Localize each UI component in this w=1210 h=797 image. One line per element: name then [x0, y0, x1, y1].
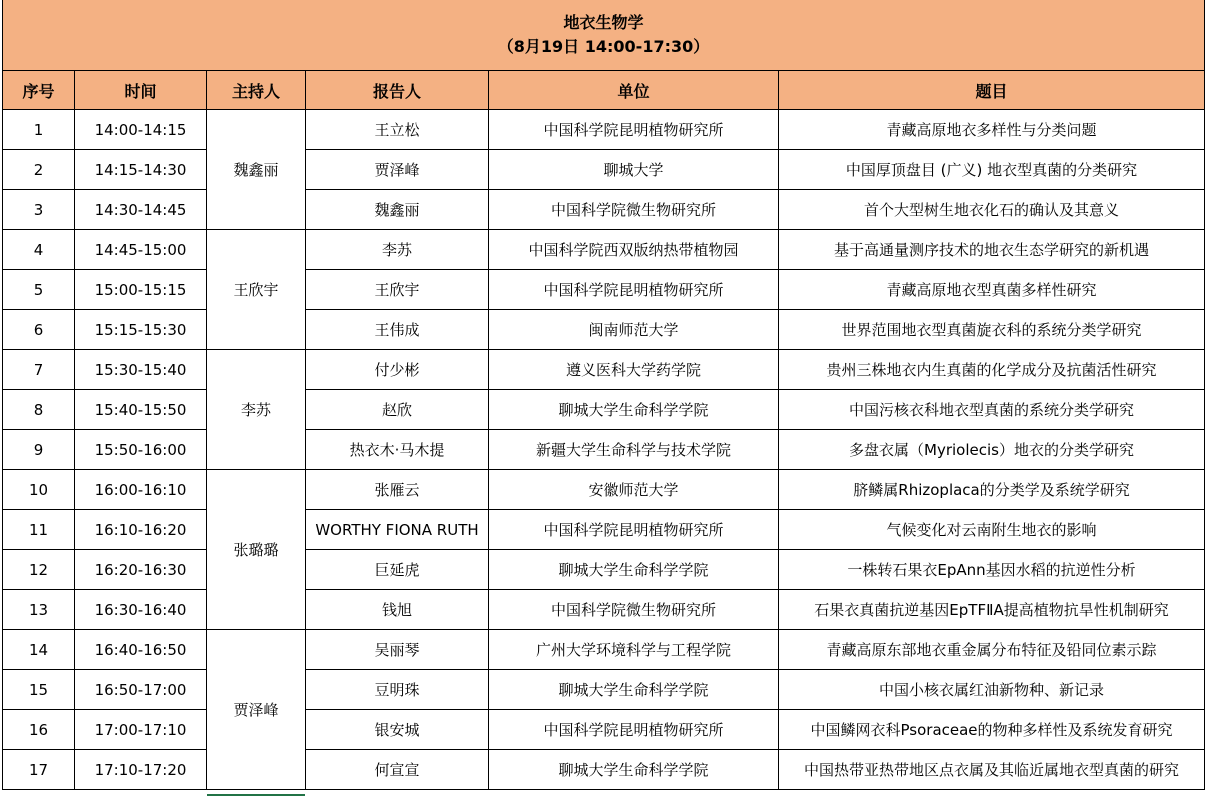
unit-cell[interactable]: 中国科学院昆明植物研究所: [489, 510, 779, 550]
row-number-cell[interactable]: 1: [3, 110, 75, 150]
time-cell[interactable]: 17:10-17:20: [75, 750, 207, 790]
unit-cell[interactable]: 中国科学院昆明植物研究所: [489, 270, 779, 310]
row-number-cell[interactable]: 12: [3, 550, 75, 590]
unit-cell[interactable]: 新疆大学生命科学与技术学院: [489, 430, 779, 470]
topic-cell[interactable]: 贵州三株地衣内生真菌的化学成分及抗菌活性研究: [779, 350, 1205, 390]
row-number-cell[interactable]: 15: [3, 670, 75, 710]
speaker-cell[interactable]: 银安城: [306, 710, 489, 750]
table-row: [3, 710, 1205, 750]
table-row: [3, 590, 1205, 630]
unit-cell[interactable]: 中国科学院昆明植物研究所: [489, 110, 779, 150]
time-cell[interactable]: 16:40-16:50: [75, 630, 207, 670]
time-cell[interactable]: 14:15-14:30: [75, 150, 207, 190]
topic-cell[interactable]: 一株转石果衣EpAnn基因水稻的抗逆性分析: [779, 550, 1205, 590]
topic-cell[interactable]: 气候变化对云南附生地衣的影响: [779, 510, 1205, 550]
unit-cell[interactable]: 闽南师范大学: [489, 310, 779, 350]
time-cell[interactable]: 16:20-16:30: [75, 550, 207, 590]
time-cell[interactable]: 16:50-17:00: [75, 670, 207, 710]
speaker-cell[interactable]: 巨延虎: [306, 550, 489, 590]
header-speaker[interactable]: 报告人: [306, 71, 489, 110]
time-cell[interactable]: 15:50-16:00: [75, 430, 207, 470]
host-cell[interactable]: 贾泽峰: [207, 630, 306, 790]
unit-cell[interactable]: 中国科学院西双版纳热带植物园: [489, 230, 779, 270]
topic-cell[interactable]: 中国厚顶盘目 (广义) 地衣型真菌的分类研究: [779, 150, 1205, 190]
topic-cell[interactable]: 中国小核衣属红油新物种、新记录: [779, 670, 1205, 710]
row-number-cell[interactable]: 6: [3, 310, 75, 350]
table-row: [3, 430, 1205, 470]
speaker-cell[interactable]: 王欣宇: [306, 270, 489, 310]
topic-cell[interactable]: 中国污核衣科地衣型真菌的系统分类学研究: [779, 390, 1205, 430]
table-row: [3, 550, 1205, 590]
row-number-cell[interactable]: 16: [3, 710, 75, 750]
topic-cell[interactable]: 青藏高原地衣型真菌多样性研究: [779, 270, 1205, 310]
time-cell[interactable]: 17:00-17:10: [75, 710, 207, 750]
speaker-cell[interactable]: 王立松: [306, 110, 489, 150]
row-number-cell[interactable]: 7: [3, 350, 75, 390]
unit-cell[interactable]: 聊城大学生命科学学院: [489, 750, 779, 790]
topic-cell[interactable]: 首个大型树生地衣化石的确认及其意义: [779, 190, 1205, 230]
unit-cell[interactable]: 遵义医科大学药学院: [489, 350, 779, 390]
topic-cell[interactable]: 青藏高原东部地衣重金属分布特征及铅同位素示踪: [779, 630, 1205, 670]
speaker-cell[interactable]: 魏鑫丽: [306, 190, 489, 230]
unit-cell[interactable]: 聊城大学生命科学学院: [489, 550, 779, 590]
speaker-cell[interactable]: 王伟成: [306, 310, 489, 350]
unit-cell[interactable]: 聊城大学: [489, 150, 779, 190]
speaker-cell[interactable]: 豆明珠: [306, 670, 489, 710]
time-cell[interactable]: 14:45-15:00: [75, 230, 207, 270]
row-number-cell[interactable]: 8: [3, 390, 75, 430]
title-row: [3, 0, 1205, 71]
time-cell[interactable]: 15:40-15:50: [75, 390, 207, 430]
table-row: [3, 390, 1205, 430]
unit-cell[interactable]: 安徽师范大学: [489, 470, 779, 510]
topic-cell[interactable]: 多盘衣属（Myriolecis）地衣的分类学研究: [779, 430, 1205, 470]
row-number-cell[interactable]: 5: [3, 270, 75, 310]
session-title-cell[interactable]: [3, 0, 1205, 71]
unit-cell[interactable]: 聊城大学生命科学学院: [489, 670, 779, 710]
host-cell[interactable]: 李苏: [207, 350, 306, 470]
time-cell[interactable]: 14:00-14:15: [75, 110, 207, 150]
time-cell[interactable]: 15:15-15:30: [75, 310, 207, 350]
topic-cell[interactable]: 脐鳞属Rhizoplaca的分类学及系统学研究: [779, 470, 1205, 510]
table-row: [3, 230, 1205, 270]
table-row: [3, 670, 1205, 710]
table-row: [3, 150, 1205, 190]
unit-cell[interactable]: 中国科学院微生物研究所: [489, 590, 779, 630]
host-cell[interactable]: 王欣宇: [207, 230, 306, 350]
speaker-cell[interactable]: 赵欣: [306, 390, 489, 430]
row-number-cell[interactable]: 17: [3, 750, 75, 790]
topic-cell[interactable]: 石果衣真菌抗逆基因EpTFⅡA提高植物抗旱性机制研究: [779, 590, 1205, 630]
row-number-cell[interactable]: 3: [3, 190, 75, 230]
row-number-cell[interactable]: 14: [3, 630, 75, 670]
time-cell[interactable]: 14:30-14:45: [75, 190, 207, 230]
speaker-cell[interactable]: 何宣宣: [306, 750, 489, 790]
table-row: [3, 750, 1205, 790]
header-time[interactable]: 时间: [75, 71, 207, 110]
time-cell[interactable]: 15:00-15:15: [75, 270, 207, 310]
host-cell[interactable]: 张璐璐: [207, 470, 306, 630]
unit-cell[interactable]: 广州大学环境科学与工程学院: [489, 630, 779, 670]
header-host[interactable]: 主持人: [207, 71, 306, 110]
header-unit[interactable]: 单位: [489, 71, 779, 110]
row-number-cell[interactable]: 9: [3, 430, 75, 470]
table-row: [3, 630, 1205, 670]
speaker-cell[interactable]: WORTHY FIONA RUTH: [306, 510, 489, 550]
topic-cell[interactable]: 青藏高原地衣多样性与分类问题: [779, 110, 1205, 150]
speaker-cell[interactable]: 钱旭: [306, 590, 489, 630]
table-row: [3, 190, 1205, 230]
schedule-table: [2, 0, 1205, 790]
speaker-cell[interactable]: 热衣木·马木提: [306, 430, 489, 470]
row-number-cell[interactable]: 2: [3, 150, 75, 190]
host-cell[interactable]: 魏鑫丽: [207, 110, 306, 230]
row-number-cell[interactable]: 11: [3, 510, 75, 550]
time-cell[interactable]: 15:30-15:40: [75, 350, 207, 390]
header-row: [3, 71, 1205, 110]
table-row: [3, 310, 1205, 350]
session-title: 地衣生物学: [563, 13, 644, 32]
row-number-cell[interactable]: 10: [3, 470, 75, 510]
topic-cell[interactable]: 中国热带亚热带地区点衣属及其临近属地衣型真菌的研究: [779, 750, 1205, 790]
session-date-time: （8月19日 14:00-17:30）: [497, 37, 710, 56]
topic-cell[interactable]: 基于高通量测序技术的地衣生态学研究的新机遇: [779, 230, 1205, 270]
topic-cell[interactable]: 世界范围地衣型真菌旋衣科的系统分类学研究: [779, 310, 1205, 350]
row-number-cell[interactable]: 4: [3, 230, 75, 270]
cell-selection-bottom: [207, 794, 305, 796]
row-number-cell[interactable]: 13: [3, 590, 75, 630]
speaker-cell[interactable]: 贾泽峰: [306, 150, 489, 190]
header-no[interactable]: 序号: [3, 71, 75, 110]
time-cell[interactable]: 16:10-16:20: [75, 510, 207, 550]
header-topic[interactable]: 题目: [779, 71, 1205, 110]
speaker-cell[interactable]: 李苏: [306, 230, 489, 270]
table-row: [3, 110, 1205, 150]
unit-cell[interactable]: 中国科学院昆明植物研究所: [489, 710, 779, 750]
speaker-cell[interactable]: 付少彬: [306, 350, 489, 390]
table-row: [3, 510, 1205, 550]
speaker-cell[interactable]: 张雁云: [306, 470, 489, 510]
time-cell[interactable]: 16:30-16:40: [75, 590, 207, 630]
unit-cell[interactable]: 中国科学院微生物研究所: [489, 190, 779, 230]
topic-cell[interactable]: 中国鳞网衣科Psoraceae的物种多样性及系统发育研究: [779, 710, 1205, 750]
table-row: [3, 270, 1205, 310]
time-cell[interactable]: 16:00-16:10: [75, 470, 207, 510]
table-row: [3, 350, 1205, 390]
table-row: [3, 470, 1205, 510]
speaker-cell[interactable]: 吴丽琴: [306, 630, 489, 670]
unit-cell[interactable]: 聊城大学生命科学学院: [489, 390, 779, 430]
